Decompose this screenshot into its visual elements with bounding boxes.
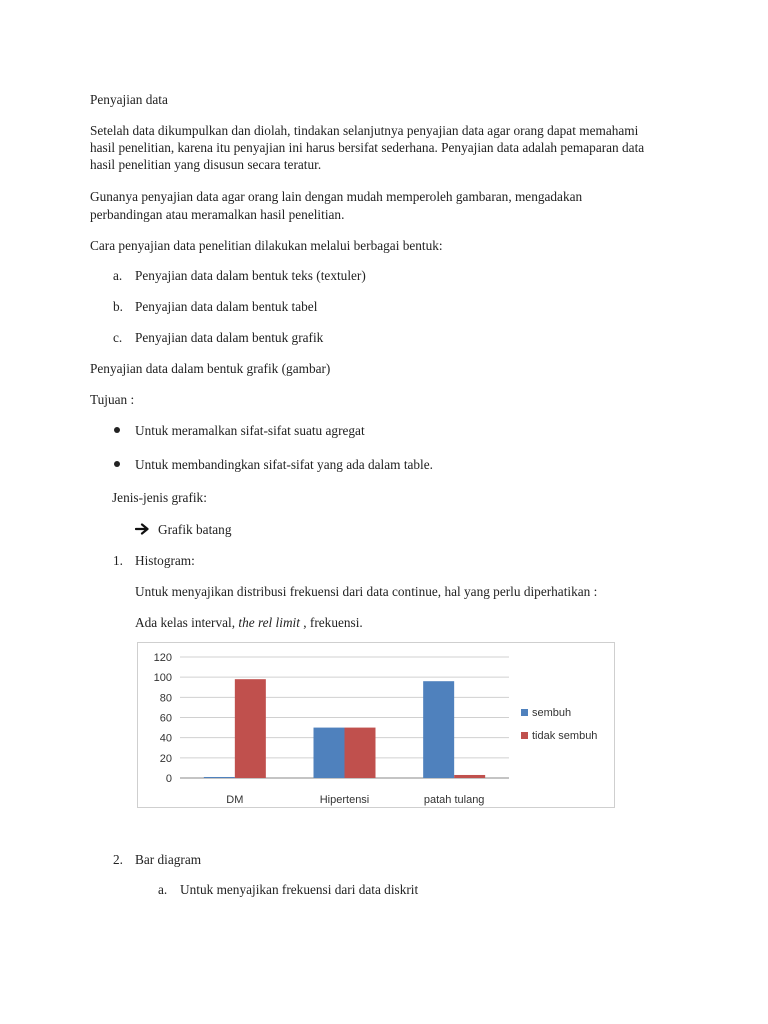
bar-tidak-sembuh bbox=[454, 775, 485, 778]
bar-diagram-title: Bar diagram bbox=[135, 852, 202, 867]
y-tick-label: 0 bbox=[165, 773, 172, 785]
y-tick-label: 80 bbox=[159, 692, 172, 705]
interval-italic: the rel limit bbox=[238, 615, 300, 630]
paragraph-3: Cara penyajian data penelitian dilakukan melalui berbagai bentuk: bbox=[90, 238, 443, 253]
paragraph-1-line-3: hasil penelitian yang disusun secara teratur. bbox=[90, 157, 322, 172]
bar-sembuh bbox=[314, 728, 345, 778]
page-title: Penyajian data bbox=[90, 92, 168, 107]
list-marker: 2. bbox=[113, 852, 123, 867]
paragraph-2-line-2: perbandingan atau meramalkan hasil penelitian. bbox=[90, 207, 345, 222]
interval-text-end: , frekuensi. bbox=[303, 615, 363, 630]
x-tick-label: patah tulang bbox=[423, 794, 485, 806]
list-item: Penyajian data dalam bentuk tabel bbox=[135, 299, 318, 314]
paragraph-1-line-2: hasil penelitian, karena itu penyajian ini harus bersifat sederhana. Penyajian data adalah pemaparan data bbox=[90, 140, 645, 155]
list-marker: 1. bbox=[113, 553, 123, 568]
histogram-desc: Untuk menyajikan distribusi frekuensi dari data continue, hal yang perlu diperhatikan : bbox=[135, 584, 598, 599]
list-marker: c. bbox=[113, 330, 123, 345]
y-tick-label: 60 bbox=[159, 712, 172, 725]
list-item: Penyajian data dalam bentuk teks (textuler) bbox=[135, 268, 366, 283]
x-tick-label: DM bbox=[226, 794, 244, 806]
jenis-label: Jenis-jenis grafik: bbox=[112, 490, 207, 505]
tujuan-label: Tujuan : bbox=[90, 392, 135, 407]
list-item: Penyajian data dalam bentuk grafik bbox=[135, 330, 324, 345]
bar-sembuh bbox=[423, 681, 454, 778]
list-marker: a. bbox=[158, 882, 168, 897]
legend-swatch bbox=[521, 709, 528, 716]
bar-sembuh bbox=[204, 777, 235, 778]
list-item: Grafik batang bbox=[158, 522, 232, 537]
y-tick-label: 100 bbox=[153, 672, 172, 685]
bullet-icon bbox=[114, 461, 120, 467]
histogram-interval bbox=[135, 614, 363, 631]
legend-label: sembuh bbox=[532, 707, 572, 719]
list-item: Untuk membandingkan sifat-sifat yang ada dalam table. bbox=[135, 457, 433, 472]
interval-text: Ada kelas interval, bbox=[135, 615, 236, 630]
list-item: Untuk meramalkan sifat-sifat suatu agregat bbox=[135, 423, 365, 438]
arrow-right-icon bbox=[135, 523, 150, 535]
list-item: Untuk menyajikan frekuensi dari data diskrit bbox=[180, 882, 419, 897]
y-tick-label: 120 bbox=[153, 652, 172, 664]
grafik-heading: Penyajian data dalam bentuk grafik (gambar) bbox=[90, 361, 331, 376]
bullet-icon bbox=[114, 427, 120, 433]
list-marker: a. bbox=[113, 268, 123, 283]
list-marker: b. bbox=[113, 299, 123, 314]
x-tick-label: Hipertensi bbox=[319, 794, 370, 806]
y-tick-label: 20 bbox=[159, 752, 172, 765]
legend-label: tidak sembuh bbox=[532, 730, 598, 742]
bar-chart bbox=[137, 642, 615, 808]
paragraph-1-line-1: Setelah data dikumpulkan dan diolah, tindakan selanjutnya penyajian data agar orang dapat memahami bbox=[90, 123, 639, 138]
legend-swatch bbox=[521, 732, 528, 739]
bar-tidak-sembuh bbox=[345, 728, 376, 778]
histogram-title: Histogram: bbox=[135, 553, 195, 568]
y-tick-label: 40 bbox=[159, 732, 172, 745]
bar-tidak-sembuh bbox=[235, 679, 266, 778]
paragraph-2-line-1: Gunanya penyajian data agar orang lain dengan mudah memperoleh gambaran, mengadakan bbox=[90, 189, 583, 204]
